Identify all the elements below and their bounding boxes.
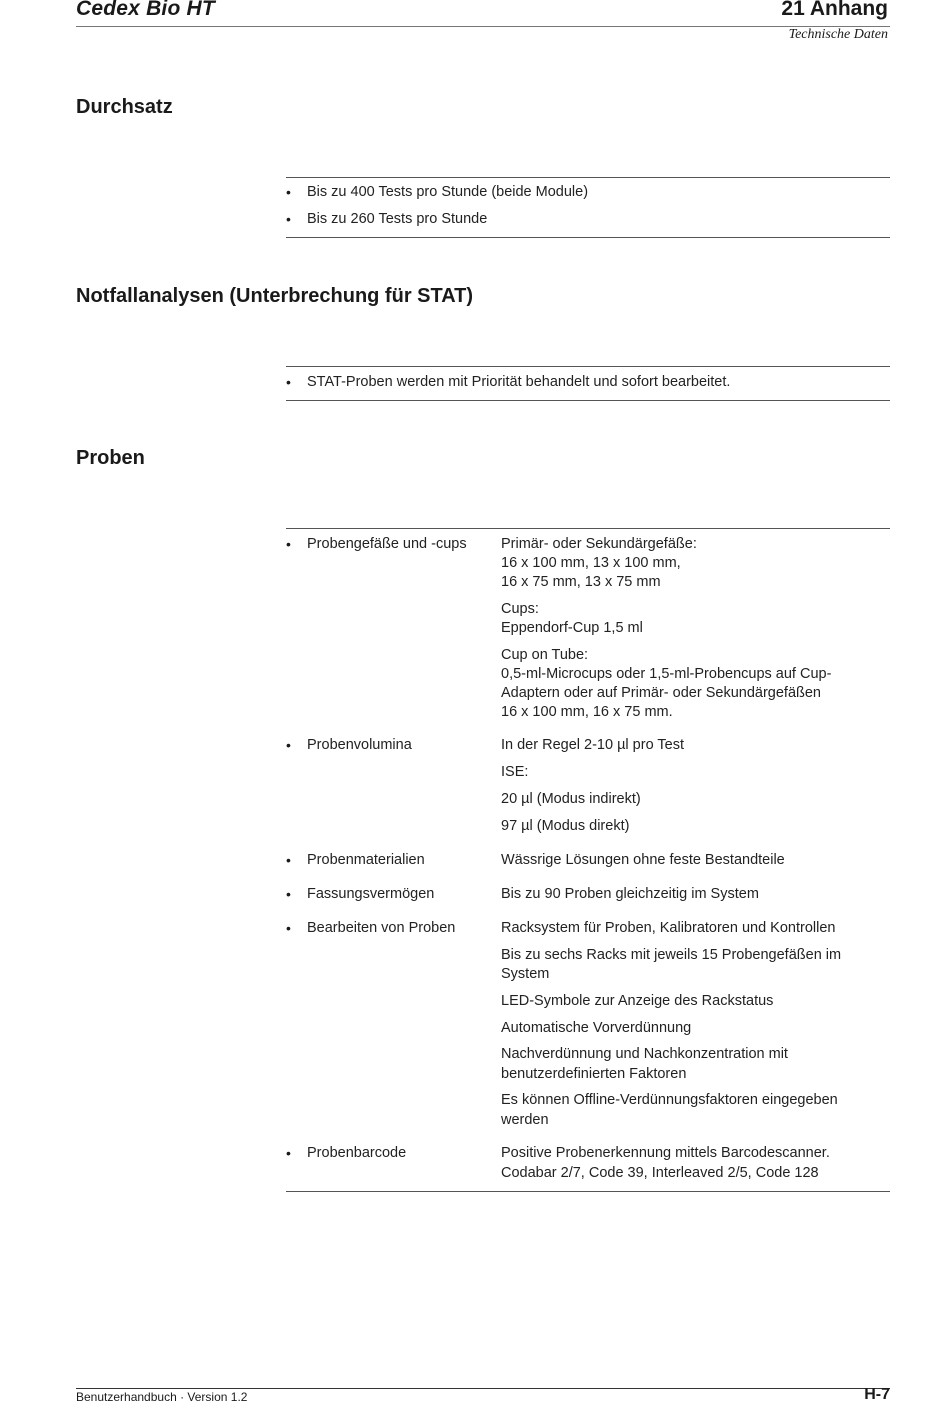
section-heading-notfall: Notfallanalysen (Unterbrechung für STAT) [76,285,474,307]
spec-value: ISE: [501,764,529,780]
spec-value: Racksystem für Proben, Kalibratoren und Kontrollen [501,920,836,936]
bullet: • [286,211,291,227]
spec-value: System [501,966,550,982]
bullet: • [286,737,291,753]
spec-value: Bis zu sechs Racks mit jeweils 15 Probengefäßen im [501,947,842,963]
bullet: • [286,1145,291,1161]
spec-value: 16 x 75 mm, 13 x 75 mm [501,574,661,590]
section-rule-bottom [286,237,890,238]
spec-value: 0,5-ml-Microcups oder 1,5-ml-Probencups auf Cup- [501,666,832,682]
section-rule-top [286,177,890,178]
spec-value: Nachverdünnung und Nachkonzentration mit [501,1046,788,1062]
bullet: • [286,536,291,552]
section-rule-top [286,366,890,367]
spec-value: 20 µl (Modus indirekt) [501,791,641,807]
spec-value: 16 x 100 mm, 13 x 100 mm, [501,555,681,571]
spec-label: Bearbeiten von Proben [307,920,456,936]
footer-rule [76,1388,890,1389]
section-rule-bottom [286,400,890,401]
footer-manual-version: Benutzerhandbuch · Version 1.2 [76,1390,248,1404]
header-rule [76,26,890,27]
spec-label: Probengefäße und -cups [307,536,467,552]
spec-value: Wässrige Lösungen ohne feste Bestandteile [501,852,785,868]
spec-value: Cups: [501,601,539,617]
spec-value: 97 µl (Modus direkt) [501,818,630,834]
spec-value: Bis zu 90 Proben gleichzeitig im System [501,886,759,902]
spec-value: Cup on Tube: [501,647,589,663]
spec-label: Probenmaterialien [307,852,425,868]
spec-label: Probenvolumina [307,737,412,753]
bullet: • [286,184,291,200]
list-item: Bis zu 260 Tests pro Stunde [307,211,488,227]
document-title: Cedex Bio HT [76,0,215,20]
spec-value: Eppendorf-Cup 1,5 ml [501,620,643,636]
spec-value: werden [501,1112,549,1128]
section-heading-proben: Proben [76,447,145,469]
spec-value: Automatische Vorverdünnung [501,1020,692,1036]
section-heading-durchsatz: Durchsatz [76,96,173,118]
bullet: • [286,886,291,902]
spec-value: Codabar 2/7, Code 39, Interleaved 2/5, Code 128 [501,1165,819,1181]
spec-label: Probenbarcode [307,1145,407,1161]
chapter-subtitle: Technische Daten [788,27,888,42]
list-item: Bis zu 400 Tests pro Stunde (beide Module) [307,184,589,200]
spec-label: Fassungsvermögen [307,886,435,902]
spec-value: In der Regel 2-10 µl pro Test [501,737,684,753]
spec-value: benutzerdefinierten Faktoren [501,1066,687,1082]
section-rule-bottom [286,1191,890,1192]
spec-value: Es können Offline-Verdünnungsfaktoren eingegeben [501,1092,838,1108]
section-rule-top [286,528,890,529]
spec-value: Adaptern oder auf Primär- oder Sekundärgefäßen [501,685,821,701]
bullet: • [286,852,291,868]
list-item: STAT-Proben werden mit Priorität behandelt und sofort bearbeitet. [307,374,731,390]
page-number: H-7 [864,1386,890,1403]
spec-value: LED-Symbole zur Anzeige des Rackstatus [501,993,774,1009]
chapter-title: 21 Anhang [781,0,888,20]
spec-value: 16 x 100 mm, 16 x 75 mm. [501,704,673,720]
bullet: • [286,374,291,390]
spec-value: Primär- oder Sekundärgefäße: [501,536,697,552]
bullet: • [286,920,291,936]
spec-value: Positive Probenerkennung mittels Barcodescanner. [501,1145,830,1161]
